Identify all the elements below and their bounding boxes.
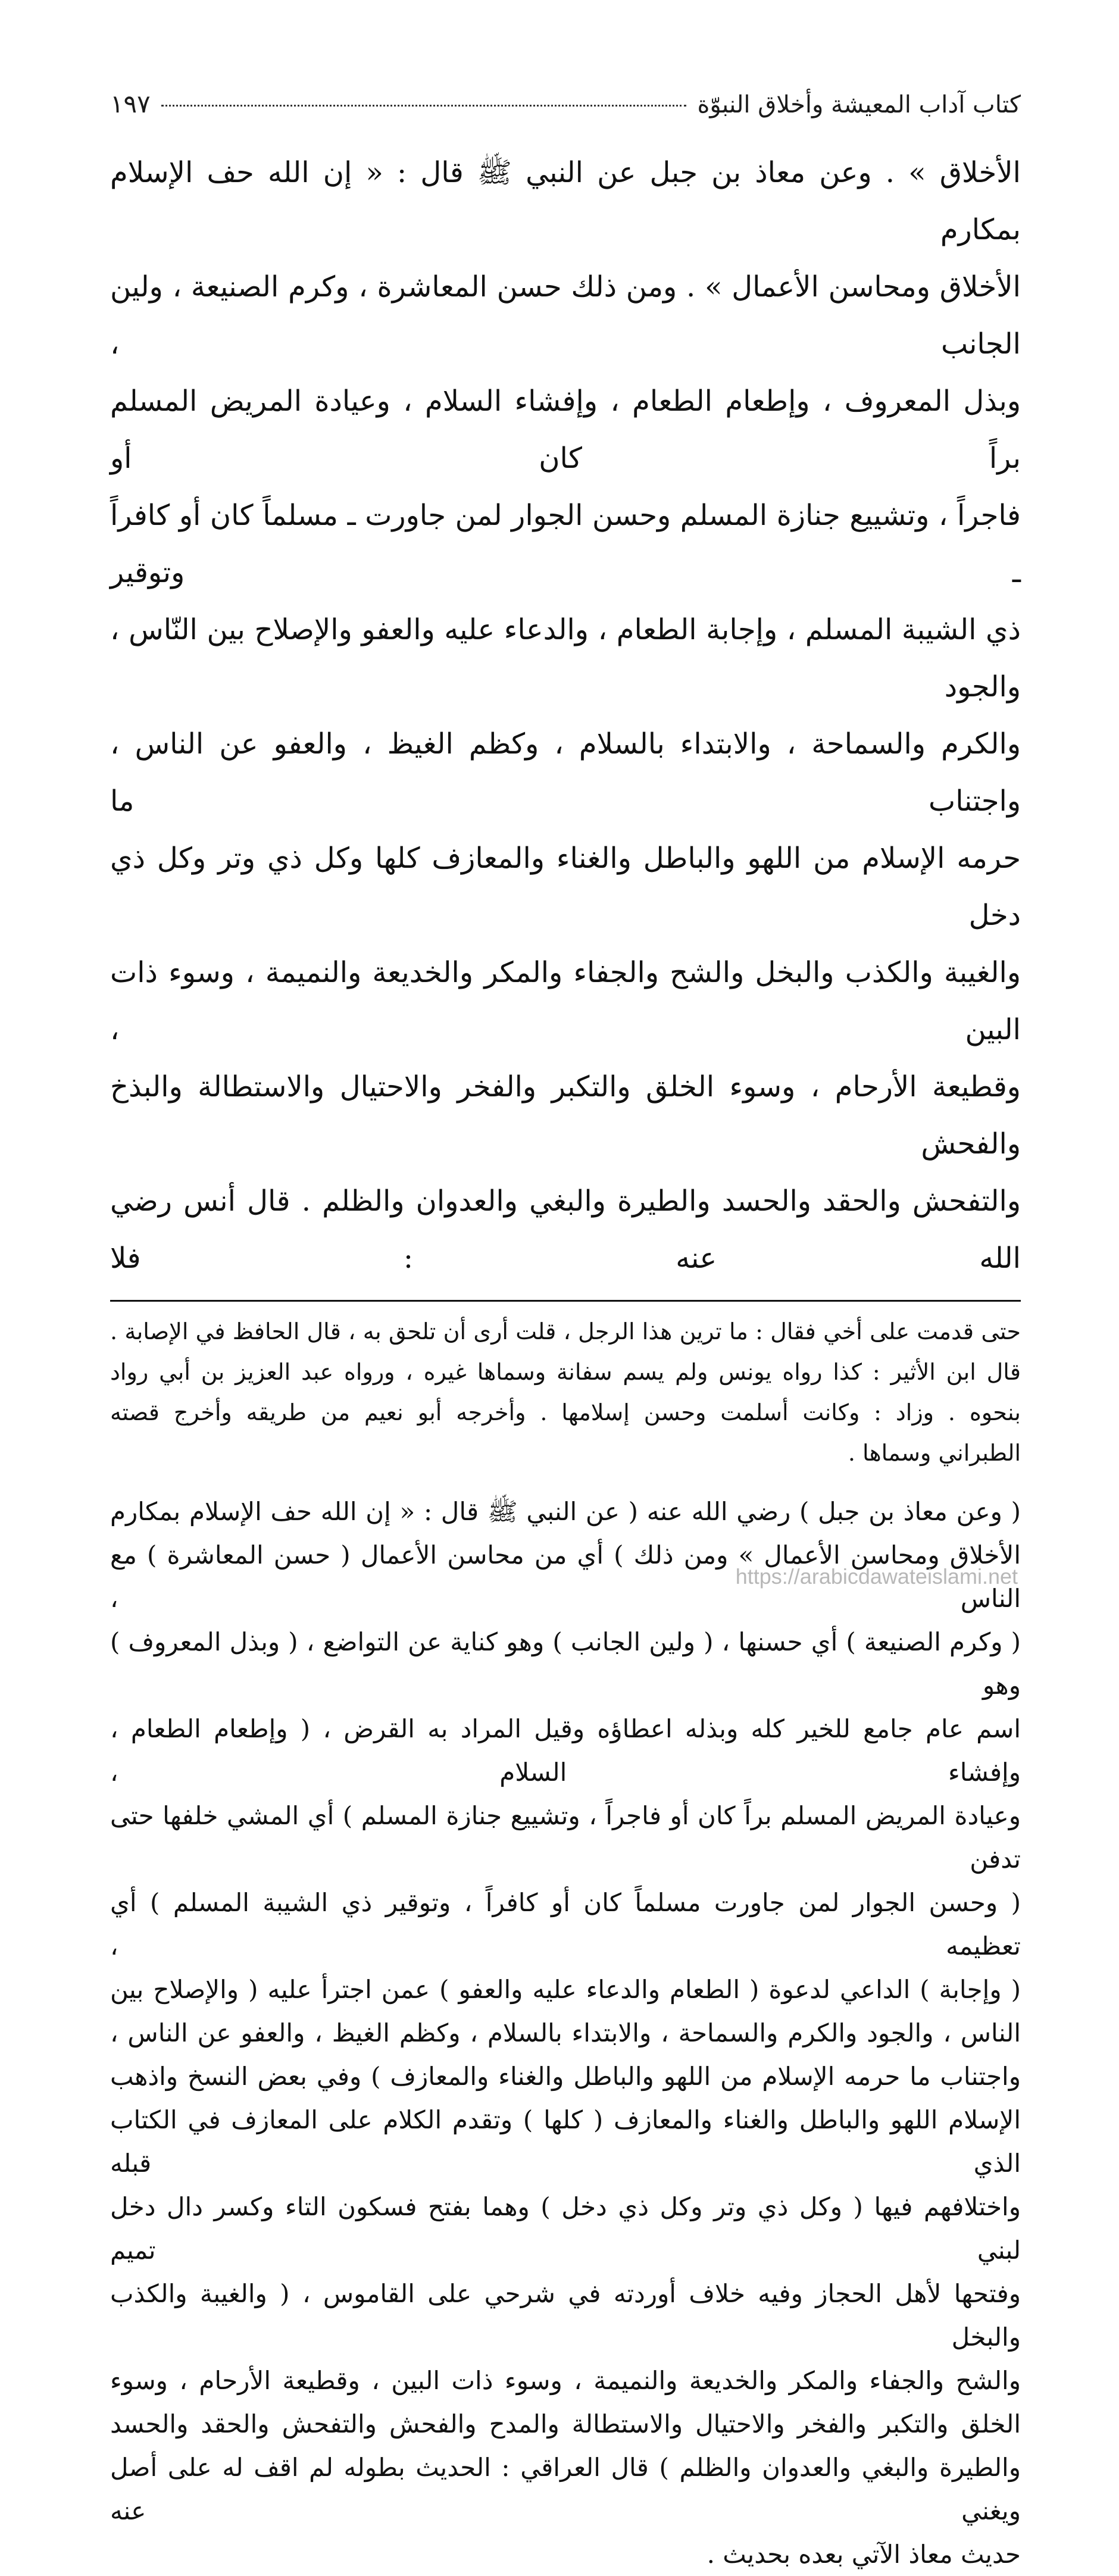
commentary-line: اسم عام جامع للخير كله وبذله اعطاؤه وقيل المراد به القرض ، ( وإطعام الطعام ، وإفشاء السلام ، <box>110 1714 1021 1787</box>
commentary-block <box>110 1490 1021 2576</box>
page-number: ١٩٧ <box>110 89 151 118</box>
footnote-line: حتى قدمت على أخي فقال : ما ترين هذا الرجل ، قلت أرى أن تلحق به ، قال الحافظ في الإصابة . <box>110 1318 1021 1345</box>
footnote-line: بنحوه . وزاد : وكانت أسلمت وحسن إسلامها . وأخرجه أبو نعيم من طريقه وأخرج قصته <box>110 1399 1021 1425</box>
main-text-block <box>110 144 1021 1287</box>
commentary-line: واختلافهم فيها ( وكل ذي وتر وكل ذي دخل ) وهما بفتح فسكون التاء وكسر دال دخل لبني تميم <box>110 2192 1021 2265</box>
main-text-line: وقطيعة الأرحام ، وسوء الخلق والتكبر والفخر والاحتيال والاستطالة والبذخ والفحش <box>110 1070 1021 1161</box>
footnote-line: الطبراني وسماها . <box>848 1440 1021 1466</box>
main-text-line: الأخلاق » . وعن معاذ بن جبل عن النبي ﷺ قال : « إن الله حف الإسلام بمكارم <box>110 156 1021 246</box>
commentary-line: حديث معاذ الآتي بعده بحديث . <box>707 2540 1021 2569</box>
commentary-line: ( وكرم الصنيعة ) أي حسنها ، ( ولين الجانب ) وهو كناية عن التواضع ، ( وبذل المعروف ) وهو <box>110 1627 1021 1700</box>
main-text-line: فاجراً ، وتشييع جنازة المسلم وحسن الجوار لمن جاورت ـ مسلماً كان أو كافراً ـ وتوقير <box>110 499 1021 589</box>
commentary-line: الإسلام اللهو والباطل والغناء والمعازف ( كلها ) وتقدم الكلام على المعازف في الكتاب الذي قبله <box>110 2105 1021 2178</box>
main-text-line: والتفحش والحقد والحسد والطيرة والبغي والعدوان والظلم . قال أنس رضي الله عنه : فلا <box>110 1184 1021 1275</box>
commentary-line: ( وإجابة ) الداعي لدعوة ( الطعام والدعاء عليه والعفو ) عمن اجترأ عليه ( والإصلاح بين <box>110 1975 1021 2004</box>
main-text-line: ذي الشيبة المسلم ، وإجابة الطعام ، والدعاء عليه والعفو والإصلاح بين النّاس ، والجود <box>110 613 1021 704</box>
commentary-line: الناس ، والجود والكرم والسماحة ، والابتداء بالسلام ، وكظم الغيظ ، والعفو عن الناس ، <box>110 2018 1021 2047</box>
commentary-line: والشح والجفاء والمكر والخديعة والنميمة ، وسوء ذات البين ، وقطيعة الأرحام ، وسوء <box>110 2366 1021 2395</box>
main-text-line: والكرم والسماحة ، والابتداء بالسلام ، وكظم الغيظ ، والعفو عن الناس ، واجتناب ما <box>110 727 1021 818</box>
header-dotted-leader <box>161 105 687 107</box>
commentary-line: الأخلاق ومحاسن الأعمال » ومن ذلك ) أي من محاسن الأعمال ( حسن المعاشرة ) مع الناس ، <box>110 1540 1021 1613</box>
commentary-line: ( وحسن الجوار لمن جاورت مسلماً كان أو كافراً ، وتوقير ذي الشيبة المسلم ) أي تعظيمه ، <box>110 1888 1021 1961</box>
commentary-line: الخلق والتكبر والفخر والاحتيال والاستطالة والمدح والفحش والتفحش والحقد والحسد <box>110 2409 1021 2439</box>
running-title: كتاب آداب المعيشة وأخلاق النبوّة <box>697 91 1021 118</box>
section-divider <box>110 1300 1021 1302</box>
commentary-line: وعيادة المريض المسلم براً كان أو فاجراً ، وتشييع جنازة المسلم ) أي المشي خلفها حتى تدفن <box>110 1801 1021 1874</box>
page-header <box>110 89 1021 131</box>
footnote-line: قال ابن الأثير : كذا رواه يونس ولم يسم سفانة وسماها غيره ، ورواه عبد العزيز بن أبي رواد <box>110 1359 1021 1385</box>
commentary-line: واجتناب ما حرمه الإسلام من اللهو والباطل والغناء والمعازف ) وفي بعض النسخ واذهب <box>110 2062 1021 2091</box>
watermark-url: https://arabicdawateislami.net <box>735 1564 1018 1589</box>
main-text-line: الأخلاق ومحاسن الأعمال » . ومن ذلك حسن المعاشرة ، وكرم الصنيعة ، ولين الجانب ، <box>110 270 1021 361</box>
footnote-block <box>110 1311 1021 1473</box>
commentary-line: والطيرة والبغي والعدوان والظلم ) قال العراقي : الحديث بطوله لم اقف له على أصل ويغني عنه <box>110 2453 1021 2525</box>
main-text-line: والغيبة والكذب والبخل والشح والجفاء والمكر والخديعة والنميمة ، وسوء ذات البين ، <box>110 956 1021 1046</box>
main-text-line: وبذل المعروف ، وإطعام الطعام ، وإفشاء السلام ، وعيادة المريض المسلم براً كان أو <box>110 384 1021 475</box>
book-page <box>110 89 1021 2576</box>
commentary-line: ( وعن معاذ بن جبل ) رضي الله عنه ( عن النبي ﷺ قال : « إن الله حف الإسلام بمكارم <box>110 1497 1021 1526</box>
main-text-line: حرمه الإسلام من اللهو والباطل والغناء والمعازف كلها وكل ذي وتر وكل ذي دخل <box>110 842 1021 932</box>
commentary-line: وفتحها لأهل الحجاز وفيه خلاف أوردته في شرحي على القاموس ، ( والغيبة والكذب والبخل <box>110 2279 1021 2352</box>
